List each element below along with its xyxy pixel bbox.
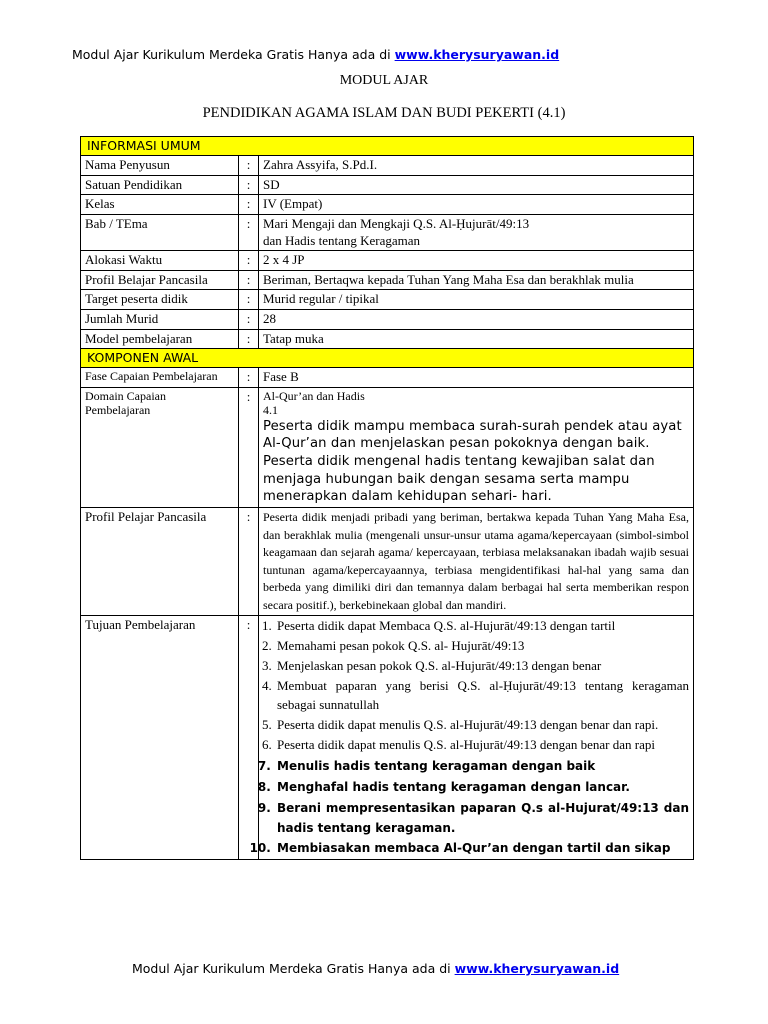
value-penyusun: Zahra Assyifa, S.Pd.I. — [259, 156, 694, 176]
row-profil: Profil Belajar Pancasila : Beriman, Bertaqwa kepada Tuhan Yang Maha Esa dan berakhlak mulia — [81, 270, 694, 290]
list-item: 7. Menulis hadis tentang keragaman dengan baik — [275, 756, 689, 777]
list-item: 3. Menjelaskan pesan pokok Q.S. al-Hujurāt/49:13 dengan benar — [275, 657, 689, 677]
list-item: 8. Menghafal hadis tentang keragaman dengan lancar. — [275, 777, 689, 798]
document-title: MODUL AJAR — [339, 73, 429, 88]
label-penyusun: Nama Penyusun — [81, 156, 239, 176]
label-model: Model pembelajaran — [81, 329, 239, 349]
section-informasi-umum: INFORMASI UMUM — [81, 137, 694, 156]
goal-list — [259, 617, 689, 858]
label-satuan: Satuan Pendidikan — [81, 175, 239, 195]
row-pancasila: Profil Pelajar Pancasila : Peserta didik menjadi pribadi yang beriman, bertakwa kepada Tuhan Yang Maha Esa, dan berakhlak mulia (mengenali unsur-unsur utama agama/kepercayaan (simbol-simbol keagamaan dan sejarah agama/ kepercayaan, terbiasa melaksanakan ibadah wajib sesuai tuntunan agama/kepercayaannya, terbiasa mengidentifikasi hal-hal yang sama dan berbeda yang dimiliki diri dan temannya dalam berbagai hal serta memberikan respon secara positif.), berkebinekaan global dan mandiri. — [81, 508, 694, 616]
label-domain: Domain Capaian Pembelajaran — [81, 387, 239, 507]
label-bab: Bab / TEma — [81, 214, 239, 250]
domain-description: Peserta didik mampu membaca surah-surah pendek atau ayat Al-Qur’an dan menjelaskan pesan pokoknya dengan baik. Peserta didik mengenal hadis tentang kewajiban salat dan menjaga hubungan baik dengan sesama serta mampu menerapkan dalam kehidupan sehari- hari. — [263, 418, 682, 505]
value-tujuan — [259, 616, 694, 860]
value-domain: Al-Qur’an dan Hadis 4.1 Peserta didik mampu membaca surah-surah pendek atau ayat Al-Qur’an dan menjelaskan pesan pokoknya dengan baik. Peserta didik mengenal hadis tentang kewajiban salat dan menjaga hubungan baik dengan sesama serta mampu menerapkan dalam kehidupan sehari- hari. — [259, 387, 694, 507]
row-tujuan: Tujuan Pembelajaran : 1. Peserta didik dapat Membaca Q.S. al-Hujurāt/49:13 dengan tartil 2. Memahami pesan pokok Q.S. al- Hujurāt/49:13 3. Menjelaskan pesan pokok Q.S. al-Hujurāt/49:13 dengan benar 4. Membuat paparan yang berisi Q.S. al-Ḥujurāt/49:13 tentang keragaman sebagai sunnatullah 5. Peserta didik dapat menulis Q.S. al-Hujurāt/49:13 dengan benar dan rapi. 6. Peserta didik dapat menulis Q.S. al-Hujurāt/49:13 dengan benar dan rapi 7. Menulis hadis tentang keragaman dengan baik 8. Menghafal hadis tentang keragaman dengan lancar. 9. Berani mempresentasikan paparan Q.s al-Hujurat/49:13 dan hadis tentang keragaman. 10. Membiasakan membaca Al-Qur’an dengan tartil dan sikap — [81, 616, 694, 860]
value-kelas: IV (Empat) — [259, 195, 694, 215]
list-item: 1. Peserta didik dapat Membaca Q.S. al-Hujurāt/49:13 dengan tartil — [275, 617, 689, 637]
value-alokasi: 2 x 4 JP — [259, 251, 694, 271]
label-profil: Profil Belajar Pancasila — [81, 270, 239, 290]
label-target: Target peserta didik — [81, 290, 239, 310]
label-alokasi: Alokasi Waktu — [81, 251, 239, 271]
value-bab: Mari Mengaji dan Mengkaji Q.S. Al-Ḥujurāt/49:13 dan Hadis tentang Keragaman — [259, 214, 694, 250]
list-item: 6. Peserta didik dapat menulis Q.S. al-Hujurāt/49:13 dengan benar dan rapi — [275, 736, 689, 756]
label-fase: Fase Capaian Pembelajaran — [81, 368, 239, 388]
row-fase: Fase Capaian Pembelajaran : Fase B — [81, 368, 694, 388]
row-bab: Bab / TEma : Mari Mengaji dan Mengkaji Q.S. Al-Ḥujurāt/49:13 dan Hadis tentang Keragaman — [81, 214, 694, 250]
header-text: Modul Ajar Kurikulum Merdeka Gratis Hanya ada di — [72, 47, 395, 62]
section-komponen-awal: KOMPONEN AWAL — [81, 349, 694, 368]
list-item: 2. Memahami pesan pokok Q.S. al- Hujurāt/49:13 — [275, 637, 689, 657]
footer-link[interactable]: www.kherysuryawan.id — [454, 961, 620, 976]
row-target: Target peserta didik : Murid regular / tipikal — [81, 290, 694, 310]
row-penyusun: Nama Penyusun : Zahra Assyifa, S.Pd.I. — [81, 156, 694, 176]
page-header — [72, 47, 559, 62]
list-item: 10. Membiasakan membaca Al-Qur’an dengan tartil dan sikap — [275, 840, 689, 859]
row-model: Model pembelajaran : Tatap muka — [81, 329, 694, 349]
value-fase: Fase B — [259, 368, 694, 388]
header-link[interactable]: www.kherysuryawan.id — [394, 47, 560, 62]
label-jumlah: Jumlah Murid — [81, 310, 239, 330]
value-satuan: SD — [259, 175, 694, 195]
label-pancasila: Profil Pelajar Pancasila — [81, 508, 239, 616]
row-domain: Domain Capaian Pembelajaran : Al-Qur’an dan Hadis 4.1 Peserta didik mampu membaca surah-surah pendek atau ayat Al-Qur’an dan menjelaskan pesan pokoknya dengan baik. Peserta didik mengenal hadis tentang kewajiban salat dan menjaga hubungan baik dengan sesama serta mampu menerapkan dalam kehidupan sehari- hari. — [81, 387, 694, 507]
row-alokasi: Alokasi Waktu : 2 x 4 JP — [81, 251, 694, 271]
value-pancasila: Peserta didik menjadi pribadi yang beriman, bertakwa kepada Tuhan Yang Maha Esa, dan berakhlak mulia (mengenali unsur-unsur utama agama/kepercayaan (simbol-simbol keagamaan dan sejarah agama/ kepercayaan, terbiasa melaksanakan ibadah wajib sesuai tuntunan agama/kepercayaannya, terbiasa mengidentifikasi hal-hal yang sama dan berbeda yang dimiliki diri dan temannya dalam berbagai hal serta memberikan respon secara positif.), berkebinekaan global dan mandiri. — [259, 508, 694, 616]
list-item: 5. Peserta didik dapat menulis Q.S. al-Hujurāt/49:13 dengan benar dan rapi. — [275, 716, 689, 736]
row-jumlah: Jumlah Murid : 28 — [81, 310, 694, 330]
value-jumlah: 28 — [259, 310, 694, 330]
value-target: Murid regular / tipikal — [259, 290, 694, 310]
value-model: Tatap muka — [259, 329, 694, 349]
label-tujuan: Tujuan Pembelajaran — [81, 616, 239, 860]
value-profil: Beriman, Bertaqwa kepada Tuhan Yang Maha Esa dan berakhlak mulia — [259, 270, 694, 290]
list-item: 9. Berani mempresentasikan paparan Q.s al-Hujurat/49:13 dan hadis tentang keragaman. — [275, 798, 689, 839]
row-satuan: Satuan Pendidikan : SD — [81, 175, 694, 195]
list-item: 4. Membuat paparan yang berisi Q.S. al-Ḥujurāt/49:13 tentang keragaman sebagai sunnatullah — [275, 677, 689, 716]
footer-text: Modul Ajar Kurikulum Merdeka Gratis Hanya ada di — [132, 961, 455, 976]
page-footer — [132, 961, 619, 976]
label-kelas: Kelas — [81, 195, 239, 215]
document-subtitle: PENDIDIKAN AGAMA ISLAM DAN BUDI PEKERTI (4.1) — [202, 105, 566, 121]
row-kelas: Kelas : IV (Empat) — [81, 195, 694, 215]
module-table — [80, 136, 694, 860]
